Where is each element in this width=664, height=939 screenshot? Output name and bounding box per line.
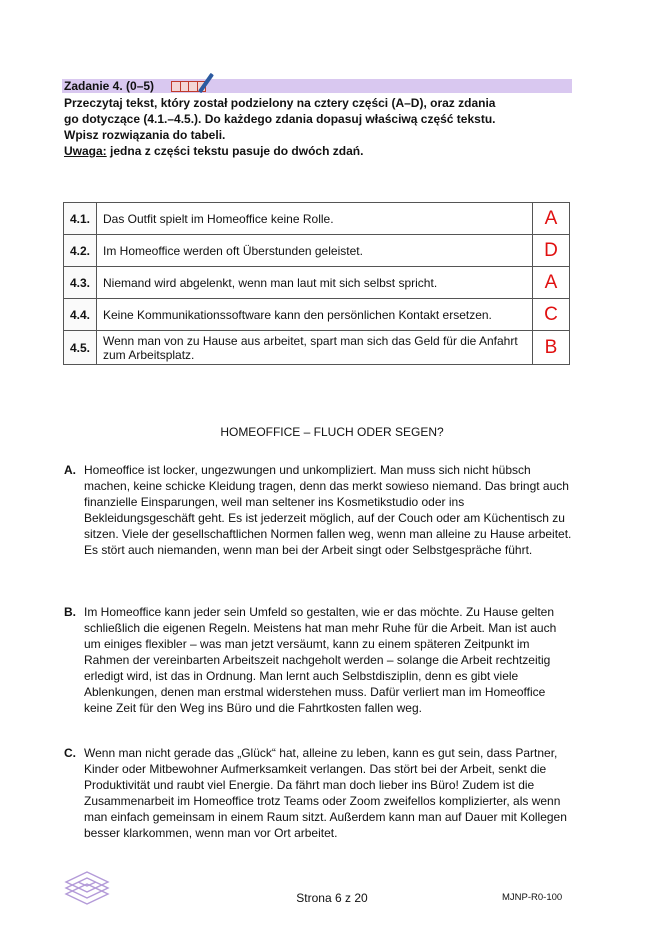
- row-statement: Wenn man von zu Hause aus arbeitet, spart man sich das Geld für die Anfahrt zum Arbeitsplatz.: [97, 331, 533, 365]
- paragraph-label: B.: [64, 605, 76, 619]
- table-row: [64, 331, 570, 365]
- answer-table: [63, 202, 570, 365]
- instruction-note: [64, 144, 363, 159]
- instruction-line-3: Wpisz rozwiązania do tabeli.: [64, 128, 226, 142]
- note-label: Uwaga:: [64, 144, 107, 158]
- task-title: Zadanie 4. (0–5): [64, 79, 155, 93]
- exam-code: MJNP-R0-100: [502, 892, 563, 903]
- paragraph-text: Wenn man nicht gerade das „Glück“ hat, alleine zu leben, kann es gut sein, dass Partner, Kinder oder Mitbewohner Aufmerksamkeit verlangen. Das stört bei der Arbeit, senkt die Produktivität und raubt viel Energie. Da fährt man doch lieber ins Büro! Zudem ist die Zusammenarbeit im Homeoffice trotz Teams oder Zoom zweifellos komplizierter, als wenn man einfach gemeinsam in einem Raum sitzt. Außerdem kann man auf Dauer mit Kollegen besser klarkommen, wenn man vor Ort arbeitet.: [84, 746, 567, 840]
- paragraph-b: [64, 604, 574, 716]
- instruction-line-1: Przeczytaj tekst, który został podzielony na cztery części (A–D), oraz zdania: [64, 96, 496, 110]
- note-text: jedna z części tekstu pasuje do dwóch zdań.: [106, 144, 364, 158]
- row-statement: Im Homeoffice werden oft Überstunden geleistet.: [97, 235, 533, 267]
- row-number: 4.5.: [64, 331, 97, 365]
- row-statement: Niemand wird abgelenkt, wenn man laut mit sich selbst spricht.: [97, 267, 533, 299]
- row-number: 4.2.: [64, 235, 97, 267]
- table-row: [64, 267, 570, 299]
- text-title: HOMEOFFICE – FLUCH ODER SEGEN?: [220, 425, 444, 439]
- answer-cell[interactable]: B: [533, 331, 570, 365]
- table-row: [64, 203, 570, 235]
- page-number: Strona 6 z 20: [296, 891, 368, 905]
- row-number: 4.1.: [64, 203, 97, 235]
- answer-cell[interactable]: C: [533, 299, 570, 331]
- row-statement: Keine Kommunikationssoftware kann den persönlichen Kontakt ersetzen.: [97, 299, 533, 331]
- row-number: 4.4.: [64, 299, 97, 331]
- answer-cell[interactable]: A: [533, 203, 570, 235]
- answer-cell[interactable]: A: [533, 267, 570, 299]
- instruction-line-2: go dotyczące (4.1.–4.5.). Do każdego zdania dopasuj właściwą część tekstu.: [64, 112, 496, 126]
- paragraph-a: [64, 462, 574, 558]
- table-row: [64, 235, 570, 267]
- table-row: [64, 299, 570, 331]
- paragraph-label: A.: [64, 463, 76, 477]
- row-statement: Das Outfit spielt im Homeoffice keine Rolle.: [97, 203, 533, 235]
- paragraph-label: C.: [64, 746, 76, 760]
- paragraph-text: Homeoffice ist locker, ungezwungen und unkompliziert. Man muss sich nicht hübsch machen, keine schicke Kleidung tragen, denn das merkt sowieso niemand. Das bringt auch finanzielle Einsparungen, weil man seltener ins Kosmetikstudio oder ins Bekleidungsgeschäft geht. Es ist jederzeit möglich, auf der Couch oder am Küchentisch zu sitzen. Viele der gesellschaftlichen Normen fallen weg, wenn man alleine zu Hause arbeitet. Es stört auch niemanden, wenn man bei der Arbeit singt oder Selbstgespräche führt.: [84, 463, 572, 557]
- answer-cell[interactable]: D: [533, 235, 570, 267]
- row-number: 4.3.: [64, 267, 97, 299]
- paragraph-text: Im Homeoffice kann jeder sein Umfeld so gestalten, wie er das möchte. Zu Hause gelten schließlich die eigenen Regeln. Meistens hat man mehr Ruhe für die Arbeit. Man ist auch um einiges flexibler – was man jetzt versäumt, kann zu einem späteren Zeitpunkt im Rahmen der vereinbarten Arbeitszeit nachgeholt werden – solange die Arbeit rechtzeitig erledigt wird, ist das in Ordnung. Man lernt auch Selbstdisziplin, denn es gibt viele Ablenkungen, denen man erstmal widerstehen muss. Dafür verliert man im Homeoffice keine Zeit für den Weg ins Büro und die Fahrtkosten fallen weg.: [84, 605, 557, 715]
- paragraph-c: [64, 745, 574, 841]
